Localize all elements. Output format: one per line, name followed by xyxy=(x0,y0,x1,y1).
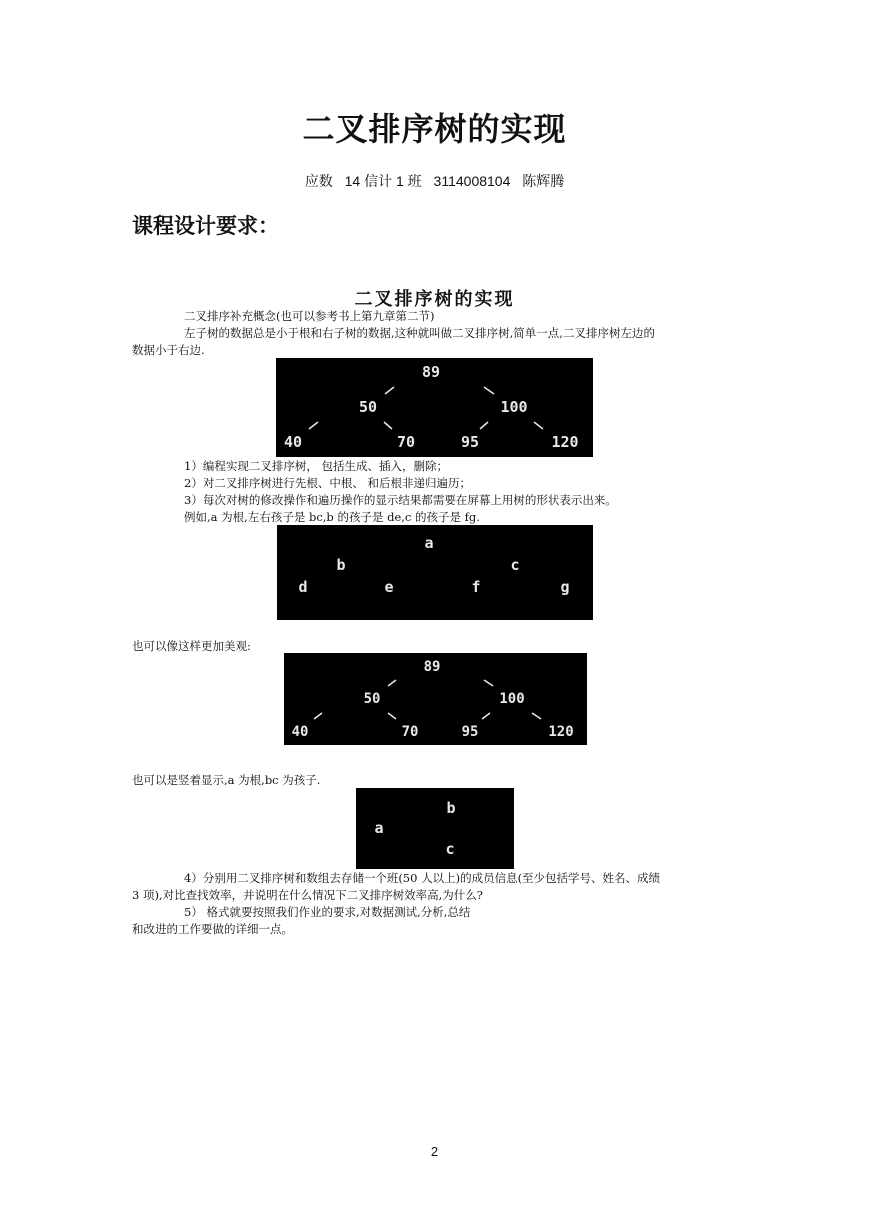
requirement-5a: 5） 格式就要按照我们作业的要求,对数据测试,分析,总结 xyxy=(184,905,471,919)
edge xyxy=(534,422,543,429)
tree-figure-numeric xyxy=(276,358,593,457)
concept-line: 二叉排序补充概念(也可以参考书上第九章第二节) xyxy=(184,309,435,323)
requirement-2: 2）对二叉排序树进行先根、中根、 和后根非递归遍历； xyxy=(184,476,471,490)
node-left-left: 40 xyxy=(283,433,303,451)
edge xyxy=(480,422,488,429)
node-right: 100 xyxy=(499,691,525,707)
node-right-left: 95 xyxy=(461,724,479,740)
node-root: a xyxy=(374,819,384,837)
prettier-line: 也可以像这样更加美观: xyxy=(132,639,251,653)
subtitle: 二叉排序树的实现 xyxy=(354,289,515,310)
node-right-right: 120 xyxy=(548,724,574,740)
edge xyxy=(532,713,541,719)
author-name: 陈辉腾 xyxy=(522,173,565,189)
vertical-line: 也可以是竖着显示,a 为根,bc 为孩子. xyxy=(132,773,321,787)
requirement-4b: 3 项),对比查找效率，并说明在什么情况下二叉排序树效率高,为什么? xyxy=(132,888,483,902)
tree-figure-numeric-pretty xyxy=(284,653,587,745)
edge xyxy=(484,387,494,394)
section-heading: 课程设计要求： xyxy=(132,214,279,238)
edge xyxy=(385,387,394,394)
requirement-4a: 4）分别用二叉排序树和数组去存储一个班(50 人以上)的成员信息(至少包括学号、姓名、成绩 xyxy=(184,871,661,885)
example-line: 例如,a 为根,左右孩子是 bc,b 的孩子是 de,c 的孩子是 fg. xyxy=(184,510,480,524)
node-left-left: d xyxy=(298,578,308,596)
node-left: b xyxy=(336,556,346,574)
node-right: 100 xyxy=(500,398,528,416)
concept-body-1: 左子树的数据总是小于根和右子树的数据,这种就叫做二叉排序树,简单一点,二叉排序树左边的 xyxy=(184,326,655,340)
author-student-id: 3114008104 xyxy=(433,173,511,189)
node-left-left: 40 xyxy=(291,724,309,740)
node-root: 89 xyxy=(423,659,441,675)
node-child-bottom: c xyxy=(445,840,455,858)
page-number: 2 xyxy=(430,1144,439,1159)
node-left-right: 70 xyxy=(396,433,416,451)
node-root: 89 xyxy=(421,363,441,381)
edge xyxy=(482,713,490,719)
node-child-top: b xyxy=(446,799,456,817)
concept-body-2: 数据小于右边. xyxy=(132,343,205,357)
node-left: 50 xyxy=(358,398,378,416)
tree-figure-letters xyxy=(277,525,593,620)
node-right-left: f xyxy=(471,578,481,596)
edge xyxy=(384,422,392,429)
author-class: 14 信计 1 班 xyxy=(344,173,422,189)
requirement-1: 1）编程实现二叉排序树， 包括生成、插入，删除； xyxy=(184,459,448,473)
edge xyxy=(314,713,322,719)
tree-figure-vertical xyxy=(356,788,514,869)
page-title: 二叉排序树的实现 xyxy=(302,110,567,148)
author-line xyxy=(0,171,869,191)
node-right-right: g xyxy=(560,578,570,596)
node-left: 50 xyxy=(363,691,381,707)
edge xyxy=(484,680,493,686)
node-root: a xyxy=(424,534,434,552)
node-left-right: 70 xyxy=(401,724,419,740)
node-right-right: 120 xyxy=(551,433,579,451)
requirement-5b: 和改进的工作要做的详细一点。 xyxy=(132,922,293,936)
requirement-3: 3）每次对树的修改操作和遍历操作的显示结果都需要在屏幕上用树的形状表示出来。 xyxy=(184,493,617,507)
edge xyxy=(388,713,396,719)
node-right-left: 95 xyxy=(460,433,480,451)
node-left-right: e xyxy=(384,578,394,596)
edge xyxy=(309,422,318,429)
author-major: 应数 xyxy=(304,173,333,189)
edge xyxy=(388,680,396,686)
node-right: c xyxy=(510,556,520,574)
